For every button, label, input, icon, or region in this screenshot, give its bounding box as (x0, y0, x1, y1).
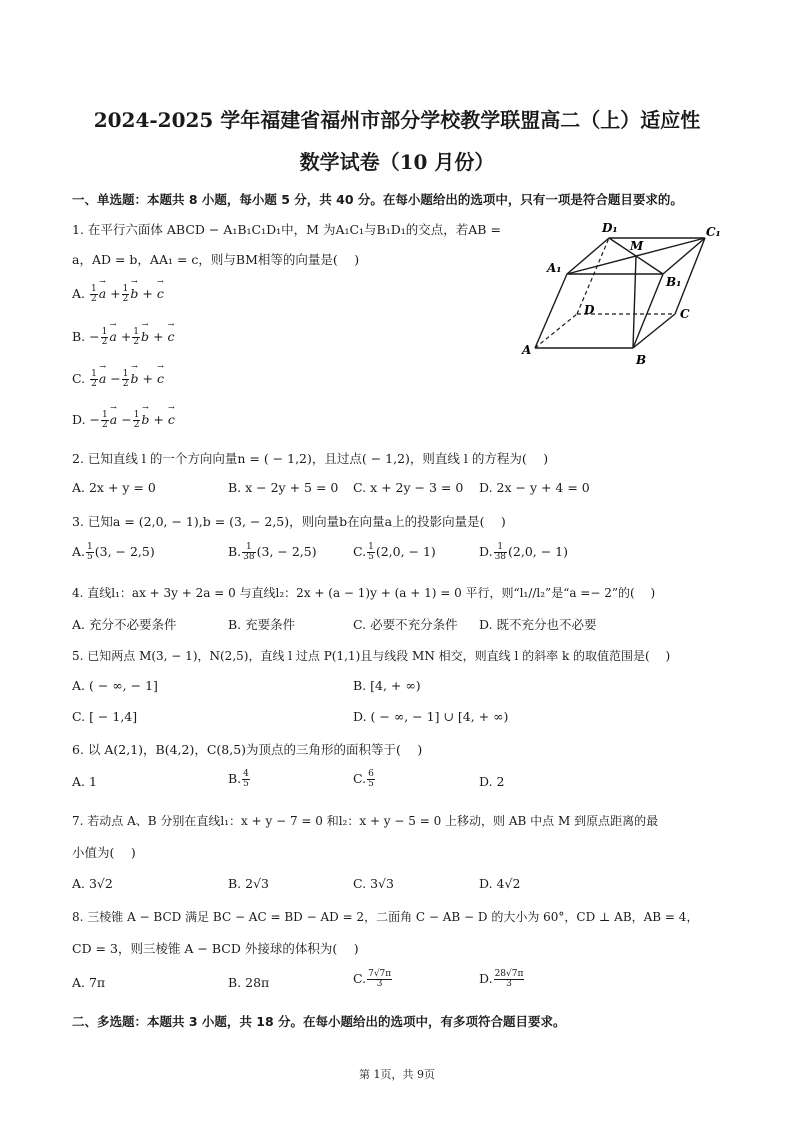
q4-option-a: A. 充分不必要条件 (72, 617, 177, 632)
q6-option-d: D. 2 (479, 774, 505, 789)
page-footer: 第 1页，共 9页 (359, 1068, 435, 1081)
q2-stem: 2. 已知直线 l 的一个方向向量n = ( − 1,2)，且过点( − 1,2)，则直线 l 的方程为( ) (72, 451, 549, 466)
q4-stem: 4. 直线l₁：ax + 3y + 2a = 0 与直线l₂：2x + (a − 1)y + (a + 1) = 0 平行，则“l₁//l₂”是“a =− 2”的( ) (72, 586, 656, 600)
q5-option-a: A. ( − ∞, − 1] (72, 678, 158, 693)
q1-option-d: D. − $\frac{1}{2}$ → a − $\frac{1}{2}$ → b + → c (72, 411, 175, 430)
q3-option-a: A. $\frac{1}{5}$ (3, − 2,5) (72, 542, 155, 562)
q7-option-d: D. 4√2 (479, 876, 521, 891)
label-d1: D₁ (602, 221, 618, 235)
q6-option-c: C. $\frac{6}{5}$ (353, 769, 374, 789)
q2-option-b: B. x − 2y + 5 = 0 (228, 480, 339, 495)
q8-line1: 8. 三棱锥 A − BCD 满足 BC − AC = BD − AD = 2，二面角 C − AB − D 的大小为 60°，CD ⊥ AB，AB = 4， (72, 910, 699, 924)
q2-option-d: D. 2x − y + 4 = 0 (479, 480, 590, 495)
q5-stem: 5. 已知两点 M(3, − 1)，N(2,5)，直线 l 过点 P(1,1)且与线段 MN 相交，则直线 l 的斜率 k 的取值范围是( ) (72, 649, 671, 663)
parallelepiped-figure (510, 214, 730, 374)
q6-option-a: A. 1 (72, 774, 97, 789)
label-c1: C₁ (706, 225, 721, 239)
q7-line1: 7. 若动点 A、B 分别在直线l₁：x + y − 7 = 0 和l₂：x + y − 5 = 0 上移动，则 AB 中点 M 到原点距离的最 (72, 814, 659, 828)
q6-stem: 6. 以 A(2,1)，B(4,2)，C(8,5)为顶点的三角形的面积等于( ) (72, 742, 423, 757)
exam-title-line1: 2024-2025 学年福建省福州市部分学校教学联盟高二（上）适应性 (93, 108, 701, 132)
q8-option-a: A. 7π (72, 975, 106, 990)
q8-option-d: D. $\frac{28√7\pi}{3}$ (479, 969, 524, 989)
q8-line2: CD = 3，则三棱锥 A − BCD 外接球的体积为( ) (72, 941, 359, 956)
label-b: B (636, 353, 647, 367)
q3-stem: 3. 已知a = (2,0, − 1),b = (3, − 2,5)，则向量b在向量a上的投影向量是( ) (72, 514, 506, 529)
q1-option-b: B. − $\frac{1}{2}$ → a + $\frac{1}{2}$ → b + → c (72, 328, 175, 347)
q7-option-c: C. 3√3 (353, 876, 394, 891)
label-a1: A₁ (547, 261, 562, 275)
q4-option-b: B. 充要条件 (228, 617, 296, 632)
q5-option-b: B. [4, + ∞) (353, 678, 421, 693)
q5-option-d: D. ( − ∞, − 1] ∪ [4, + ∞) (353, 709, 509, 724)
q3-option-b: B. $\frac{1}{38}$ (3, − 2,5) (228, 542, 317, 562)
q2-option-c: C. x + 2y − 3 = 0 (353, 480, 464, 495)
exam-title-line2: 数学试卷（10 月份） (299, 150, 495, 174)
q1-option-c: C. $\frac{1}{2}$ → a − $\frac{1}{2}$ → b + → c (72, 370, 164, 389)
label-m: M (630, 239, 644, 253)
q7-option-b: B. 2√3 (228, 876, 270, 891)
q2-option-a: A. 2x + y = 0 (72, 480, 156, 495)
q7-option-a: A. 3√2 (72, 876, 113, 891)
q6-option-b: B. $\frac{4}{5}$ (228, 769, 249, 789)
label-c: C (680, 307, 690, 321)
q1-option-a: A. $\frac{1}{2}$ → a + $\frac{1}{2}$ → b + → c (72, 285, 164, 304)
q1-line2: a，AD = b，AA₁ = c，则与BM相等的向量是( ) (72, 252, 360, 267)
q8-option-b: B. 28π (228, 975, 270, 990)
q4-option-d: D. 既不充分也不必要 (479, 617, 597, 632)
label-a: A (522, 343, 532, 357)
section-single-choice: 一、单选题：本题共 8 小题，每小题 5 分，共 40 分。在每小题给出的选项中，只有一项是符合题目要求的。 (72, 192, 683, 207)
q5-option-c: C. [ − 1,4] (72, 709, 138, 724)
q1-line1: 1. 在平行六面体 ABCD − A₁B₁C₁D₁中，M 为A₁C₁与B₁D₁的交点，若AB = (72, 222, 501, 237)
label-d: D (584, 303, 595, 317)
q7-line2: 小值为( ) (72, 845, 136, 860)
section-multiple-choice: 二、多选题：本题共 3 小题，共 18 分。在每小题给出的选项中，有多项符合题目要求。 (72, 1014, 566, 1029)
label-b1: B₁ (666, 275, 682, 289)
q3-option-c: C. $\frac{1}{5}$ (2,0, − 1) (353, 542, 436, 562)
q8-option-c: C. $\frac{7√7\pi}{3}$ (353, 969, 392, 989)
q3-option-d: D. $\frac{1}{38}$ (2,0, − 1) (479, 542, 568, 562)
q4-option-c: C. 必要不充分条件 (353, 617, 458, 632)
